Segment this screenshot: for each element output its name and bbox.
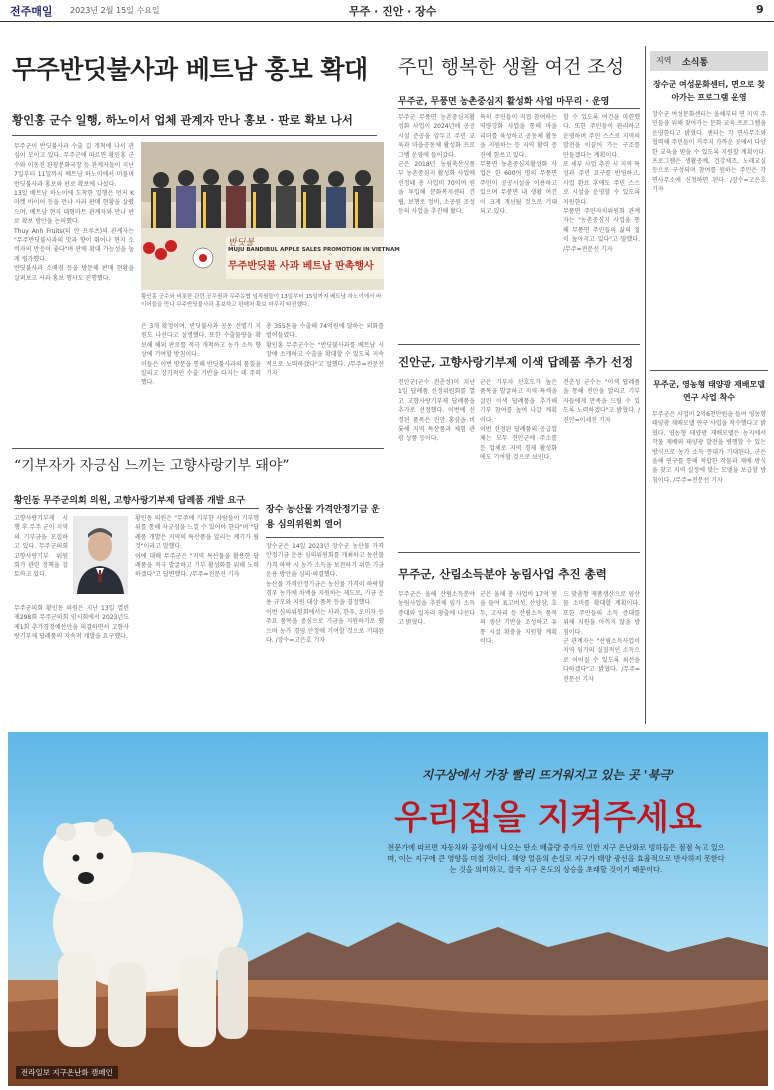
article2-subheadline: 무주군, 무풍면 농촌중심지 활성화 사업 마무리 · 운영 [398, 97, 610, 107]
banner-korean: 무주반딧불 사과 베트남 판촉행사 [228, 261, 374, 272]
article5-headline: 장수 농산물 가격안정기금 운용 심의위원회 열어 [266, 505, 380, 530]
promo-banner [226, 237, 400, 279]
divider [12, 448, 384, 449]
article3-col3 [563, 378, 640, 546]
paragraph: Thuy Anh Fruits(티 안 프루츠)의 관계자는 "무주반딧불사과의 맛과 향이 뛰어나 현지 소비자의 반응이 좋다"며 판매 확대 가능성을 높게 평가했다. [14, 227, 134, 263]
paragraph: 무주군은 올해 산림소득분야 농림사업을 추진해 임가 소득증대와 일자리 창출에 나선다고 밝혔다. [398, 591, 475, 627]
article1-subheadline: 황인홍 군수 일행, 하노이서 업체 관계자 만나 홍보 · 판로 확보 나서 [12, 113, 353, 127]
divider [12, 135, 377, 136]
sidebar-label: 지역 [656, 56, 672, 65]
paragraph: 진안군(군수 전춘성)이 지난 1일 답례품 선정위원회를 열고 고향사랑기부제 답례품을 추가로 선정했다. 이번에 선정된 품목은 진안 홍삼을 비롯해 지역 특산품과 체험 관광 상품 등이다. [398, 379, 475, 443]
paragraph: 군은 올해 총 사업비 17억 원을 들여 표고버섯, 산양삼, 호두, 고사리 등 산림소득 품목의 생산 기반을 조성하고 유통 시설 확충을 지원할 계획이다. [480, 591, 557, 646]
paragraph: 특히 주민들이 직접 참여하는 역량강화 사업을 통해 마을 리더를 육성하고 공동체 활동을 지원하는 등 지역 활력 증진에 힘쓰고 있다. [480, 114, 557, 159]
divider [650, 370, 768, 371]
divider [266, 537, 384, 538]
article3-col2 [480, 378, 557, 546]
councilor-portrait [73, 516, 128, 594]
paragraph: 은 3개 확정이며, 반딧불사과 공동 선별기 지원도 나선다고 설명했다. 또한 수출물량을 확보해 해외 판로를 적극 개척하고 농가 소득 향상에 기여할 방침이다. [141, 323, 261, 359]
divider [398, 344, 640, 345]
article3-headline: 진안군, 고향사랑기부제 이색 답례품 추가 선정 [398, 355, 634, 369]
paragraph: 총 355톤을 수출해 74억원에 달하는 외화를 벌어들였다. [266, 323, 384, 340]
ad-tagline: 지구상에서 가장 빨리 뜨거워지고 있는 곳 '북극' [421, 768, 675, 782]
article6-col1 [398, 590, 475, 720]
paragraph: 또 세부 사업 추진 시 지역 특성과 주민 요구를 반영하고, 사업 완료 후에도 주민 스스로 시설을 운영할 수 있도록 지원한다. [563, 161, 640, 206]
article6-col2 [480, 590, 557, 720]
paragraph: 이들은 이번 방문을 통해 반딧불사과의 품질을 알리고 장기적인 수출 기반을 다지는 데 주력했다. [141, 360, 261, 387]
divider [14, 508, 259, 509]
paragraph: 황인홍 무주군수는 "반딧불사과를 베트남 시장에 소개하고 수출을 확대할 수 있도록 지속적으로 노력하겠다"고 말했다. /무주=전문선 기자 [266, 341, 384, 378]
article2-col2 [480, 113, 557, 338]
paragraph: 황인동 의원은 "무주에 기부한 사람들이 기부행위를 통해 자긍심을 느낄 수 있어야 한다"며 "답례품 개발은 지역의 특산품을 알리는 계기가 될 것"이라고 말했다. [135, 515, 259, 551]
paragraph: 무주군의회 황인동 의원은 지난 13일 열린 제298회 무주군의회 임시회에서 2023년도 제1회 추가경정예산안을 의결하면서 고향사랑기부제 답례품의 지속적 개발을 요구했다. [14, 605, 129, 641]
paragraph: 군은 2018년 농림축산식품부 농촌중심지 활성화 사업에 선정돼 총 사업비 70억여 원을 투입해 문화복지센터 건립, 보행로 정비, 소공원 조성 등의 사업을 추진해 왔다. [398, 161, 475, 216]
polar-bear-scene [8, 732, 768, 1086]
paragraph: 이에 대해 무주군은 "지역 특산물을 활용한 답례품을 적극 발굴하고 기부 활성화를 위해 노력하겠다"고 답변했다. /무주=전문선 기자 [135, 552, 259, 579]
divider [398, 552, 640, 553]
banner-brand: 반딧불 [228, 238, 255, 248]
paragraph: 드 맞춤형 제품생산으로 임산물 소비를 확대할 계획이다. 또한 주민들의 소득 증대를 위해 지원을 아끼지 않을 방침이다. [563, 591, 640, 636]
sidebar-item1-title: 장수군 여성문화센터, 면으로 찾아가는 프로그램 운영 [653, 80, 765, 102]
page-number: 9 [756, 3, 764, 16]
article4-col2 [135, 514, 259, 720]
article1-headline: 무주반딧불사과 베트남 홍보 확대 [12, 55, 368, 84]
article2-headline: 주민 행복한 생활 여건 조성 [398, 56, 625, 78]
masthead [0, 0, 774, 22]
ad-headline: 우리집을 지켜주세요 [394, 798, 702, 838]
sidebar-item1-body: 장수군 여성문화센터는 올해부터 면 지역 주민들을 위해 찾아가는 문화 교육 프로그램을 운영한다고 밝혔다. 센터는 각 면사무소와 협력해 주민들이 거주지 가까운 곳에서 다양한 교육을 받을 수 있도록 지원할 계획이다. 프로그램은 생활공예, 건강체조, 노래교실 등으로 구성되며 참여를 원하는 주민은 각 면사무소에 신청하면 된다. /장수=고은호 기자 [652, 111, 766, 194]
article4-subheadline: 황인동 무주군의회 의원, 고향사랑기부제 답례품 개발 요구 [14, 496, 245, 506]
article1-col1 [14, 142, 134, 578]
portrait-image [73, 516, 128, 594]
paragraph: 13일 베트남 하노이에 도착한 일행은 먼저 K마켓 바이어 등을 만나 사과 판매 현황을 살폈으며, 베트남 현지 대형마트 관계자와 만나 판로 확보 방안을 논의했다. [14, 190, 134, 226]
photo-caption: 황인홍 군수와 비롯한 관련 공무원과 무주농협 임직원들이 13일부터 15일까지 베트남 하노이에서 바이어들을 만나 무주반딧불사과 홍보하고 판매처 확보 마무리 타진했다. [141, 294, 382, 308]
paper-name: 전주매일 [10, 5, 53, 18]
paragraph: 이번 심의위원회에서는 사과, 한우, 오미자 등 주요 품목을 중심으로 기금을 지원하기로 했으며 농가 경영 안정에 기여할 것으로 기대된다. /장수=고은호 기자 [266, 608, 384, 645]
article4-col1 [14, 604, 129, 720]
article4-col1-top [14, 514, 68, 600]
article2-col3 [563, 113, 640, 338]
paragraph: 이번 선정된 답례품의 공급업체는 모두 진안군에 주소를 둔 업체로 지역 경제 활성화에도 기여할 것으로 보인다. [480, 426, 557, 462]
article4-headline: “기부자가 자긍심 느끼는 고향사랑기부 돼야” [14, 458, 290, 474]
sidebar-header [650, 51, 768, 71]
paragraph: 무풍면 농촌중심지활성화 사업은 한 600여 명의 무풍면 주민이 공공시설을 이용하고 있으며 무풍면 내 생활 여건이 크게 개선될 것으로 기대되고 있다. [480, 161, 557, 216]
article6-headline: 무주군, 산림소득분야 농림사업 추진 총력 [398, 567, 607, 581]
ad-credit: 전라일보 지구온난화 캠페인 [16, 1066, 118, 1079]
paragraph: 고향사랑기부제 시행 후 무주 군이 지역의 기부금을 모집하고 있다. 무주군의회 고향사랑기부 위원회가 관련 정책을 검토하고 있다. [14, 515, 68, 579]
paragraph: 농산물 가격안정기금은 농산물 가격이 하락할 경우 농가에 차액을 지원하는 제도로, 기금 운용 규모와 지원 대상 품목 등을 결정했다. [266, 580, 384, 607]
paragraph: 전춘성 군수는 "이색 답례품을 통해 진안을 알리고 기부자들에게 만족을 드릴 수 있도록 노력하겠다"고 밝혔다. /진안=이세진 기자 [563, 379, 640, 424]
sidebar-item2-title: 무주군, 영농형 태양광 재배모델 연구 사업 착수 [653, 380, 765, 402]
ad-body-text: 전문가에 따르면 자동차와 공장에서 나오는 탄소 배출량 증가로 인한 지구 온난화로 빙하들은 점점 녹고 있으며, 이는 지구에 큰 영향을 미칠 것이다. 해양 얼음의 손실로 지구가 태양 광선을 효율적으로 반사하지 못한다는 것을 의미하고, 결국 지구 온도의 상승을 초래할 것이기 때문이다. [387, 843, 725, 874]
column-divider [645, 46, 646, 724]
paragraph: 무주군이 반딧불사과 수출 길 개척에 나서 관심이 모이고 있다. 무주군에 따르면 황인홍 군수와 이동진 관광문화국장 등 관계자들이 지난 7일부터 11일까지 베트남 하노이에서 머물며 반딧불사과 홍보와 판로 확보에 나섰다. [14, 143, 134, 188]
paragraph: 무풍면 주민자치위원회 관계자는 "농촌중심지 사업을 통해 무풍면 주민들의 삶의 질이 높아지고 있다"고 말했다. /무주=전문선 기자 [563, 208, 640, 253]
article1-col2 [141, 322, 261, 440]
article6-col3 [563, 590, 640, 720]
article2-col1 [398, 113, 475, 338]
sidebar-title: 소식통 [682, 58, 709, 68]
banner-english: MUJU BANDIBUL APPLE SALES PROMOTION IN VIETNAM [228, 247, 400, 253]
article1-photo [141, 142, 400, 290]
climate-campaign-ad [8, 732, 768, 1086]
paragraph: 군은 기부자 선호도가 높은 품목을 발굴하고 지역 특색을 살린 이색 답례품을 추가해 기부 참여를 높여 나갈 계획이다. [480, 379, 557, 424]
article1-col3 [266, 322, 384, 440]
paragraph: 장수군은 14일 2023년 장수군 농산물 가격안정기금 운용 심의위원회를 개최하고 농산물 가격 하락 시 농가 소득을 보전하기 위한 기금 운용 방안을 심의·의결했다. [266, 543, 384, 579]
paragraph: 할 수 있도록 여건을 마련했다. 또한 주민들이 관리하고 운영하며 주민 스스로 지역의 발전을 이끌어 가는 구조를 만들겠다는 계획이다. [563, 114, 640, 159]
article3-col1 [398, 378, 475, 546]
issue-date: 2023년 2월 15일 수요일 [70, 6, 160, 15]
paragraph: 반딧불사과 소매점 등을 방문해 판매 현황을 살펴보고 사과 홍보 행사도 진행했다. [14, 265, 134, 282]
divider [398, 108, 640, 109]
section-name: 무주 · 진안 · 장수 [349, 5, 437, 18]
article5-body [266, 542, 384, 720]
paragraph: 군 관계자는 "산림소득사업이 지역 임가의 실질적인 소득으로 이어질 수 있도록 최선을 다하겠다"고 밝혔다. /무주=전문선 기자 [563, 638, 640, 683]
paragraph: 무주군 무풍면 농촌중심지활성화 사업이 2024년에 공공시설 준공을 앞두고 주민 교육과 마을공동체 활성화 프로그램 운영에 들어갔다. [398, 114, 475, 159]
sidebar-item2-body: 무주군은 사업비 2억6천만원을 들여 영농형 태양광 재배모델 연구 사업을 착수했다고 밝혔다. 영농형 태양광 재배모델은 농지에서 작물 재배와 태양광 발전을 병행할 수 있는 방식으로 농가 소득 증대가 기대된다. 군은 올해 연구를 통해 적합한 작물과 재배 방식을 찾고 지역 실정에 맞는 모델을 보급할 방침이다. /무주=전문선 기자 [652, 411, 766, 484]
